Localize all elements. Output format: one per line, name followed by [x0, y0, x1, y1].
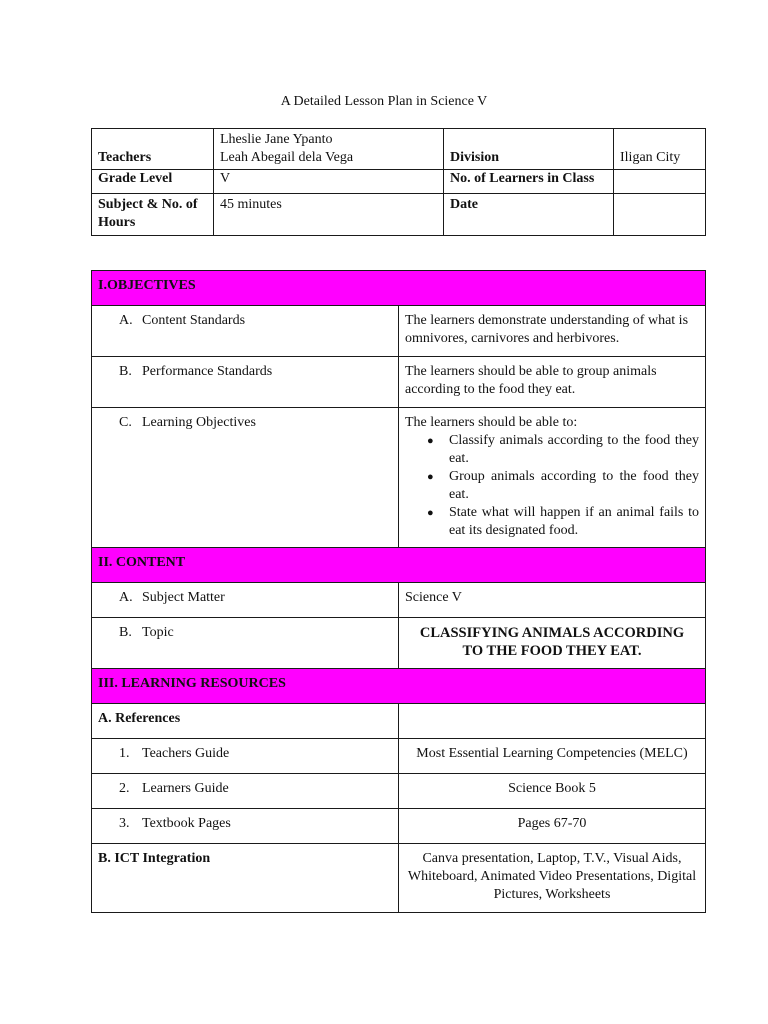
item-number: 3.	[119, 816, 130, 831]
item-number: 1.	[119, 746, 130, 761]
row-label	[92, 809, 399, 844]
ict-integration-value: Canva presentation, Laptop, T.V., Visual Aids, Whiteboard, Animated Video Presentations, Digital Pictures, Worksheets	[399, 844, 706, 913]
info-row-grade	[92, 170, 706, 194]
info-row-subject	[92, 194, 706, 236]
list-item: ● Group animals according to the food they eat.	[427, 468, 699, 504]
learners-count-label: No. of Learners in Class	[444, 170, 614, 194]
subject-hours-label	[92, 194, 214, 236]
subject-matter-value: Science V	[399, 583, 706, 618]
topic-value	[399, 618, 706, 669]
table-row	[92, 306, 706, 357]
teachers-guide-value: Most Essential Learning Competencies (MELC)	[399, 739, 706, 774]
hours-value: 45 minutes	[214, 194, 444, 236]
item-number: 2.	[119, 781, 130, 796]
item-label: Textbook Pages	[142, 816, 231, 831]
table-row	[92, 583, 706, 618]
section-learning-resources	[92, 669, 706, 704]
row-label	[92, 306, 399, 357]
row-label	[92, 583, 399, 618]
references-label: A. References	[92, 704, 399, 739]
item-letter: A.	[119, 313, 133, 328]
lesson-plan-table	[91, 270, 706, 913]
teacher-name: Lheslie Jane Ypanto	[220, 132, 333, 147]
list-item: ● Classify animals according to the food they eat.	[427, 432, 699, 468]
item-label: Learning Objectives	[142, 415, 256, 430]
section-header: I.OBJECTIVES	[92, 271, 706, 306]
subject-hours-label-line: Hours	[98, 215, 136, 230]
table-row	[92, 844, 706, 913]
table-row	[92, 408, 706, 548]
item-label: Topic	[142, 625, 174, 640]
info-row-teachers	[92, 129, 706, 170]
row-label	[92, 618, 399, 669]
section-header: III. LEARNING RESOURCES	[92, 669, 706, 704]
references-value	[399, 704, 706, 739]
teachers-value	[214, 129, 444, 170]
list-item: ● State what will happen if an animal fails to eat its designated food.	[427, 504, 699, 540]
section-objectives	[92, 271, 706, 306]
teacher-name: Leah Abegail dela Vega	[220, 150, 354, 165]
learners-guide-value: Science Book 5	[399, 774, 706, 809]
item-label: Teachers Guide	[142, 746, 230, 761]
learning-objectives-intro: The learners should be able to:	[405, 415, 578, 430]
learning-objectives-value	[399, 408, 706, 548]
row-label	[92, 774, 399, 809]
item-label: Learners Guide	[142, 781, 229, 796]
learning-objectives-list	[405, 432, 699, 540]
textbook-pages-value: Pages 67-70	[399, 809, 706, 844]
ict-integration-label: B. ICT Integration	[92, 844, 399, 913]
item-letter: B.	[119, 364, 132, 379]
grade-level-label: Grade Level	[92, 170, 214, 194]
table-row	[92, 618, 706, 669]
item-letter: C.	[119, 415, 132, 430]
performance-standards-value: The learners should be able to group animals according to the food they eat.	[399, 357, 706, 408]
item-label: Performance Standards	[142, 364, 273, 379]
division-label: Division	[444, 129, 614, 170]
topic-line: CLASSIFYING ANIMALS ACCORDING	[419, 625, 685, 641]
row-label	[92, 408, 399, 548]
subject-hours-label-line: Subject & No. of	[98, 197, 198, 212]
learners-count-value	[614, 170, 706, 194]
table-row	[92, 357, 706, 408]
item-label: Content Standards	[142, 313, 246, 328]
date-value	[614, 194, 706, 236]
section-content	[92, 548, 706, 583]
table-row	[92, 739, 706, 774]
document-title: A Detailed Lesson Plan in Science V	[280, 94, 488, 109]
section-header: II. CONTENT	[92, 548, 706, 583]
lesson-info-table	[91, 128, 706, 236]
date-label: Date	[444, 194, 614, 236]
row-label	[92, 357, 399, 408]
row-label	[92, 739, 399, 774]
content-standards-value: The learners demonstrate understanding of what is omnivores, carnivores and herbivores.	[399, 306, 706, 357]
topic-line: TO THE FOOD THEY EAT.	[462, 643, 642, 659]
item-label: Subject Matter	[142, 590, 225, 605]
grade-level-value: V	[214, 170, 444, 194]
division-value: Iligan City	[614, 129, 706, 170]
table-row	[92, 704, 706, 739]
table-row	[92, 774, 706, 809]
teachers-label: Teachers	[92, 129, 214, 170]
item-letter: B.	[119, 625, 132, 640]
item-letter: A.	[119, 590, 133, 605]
table-row	[92, 809, 706, 844]
